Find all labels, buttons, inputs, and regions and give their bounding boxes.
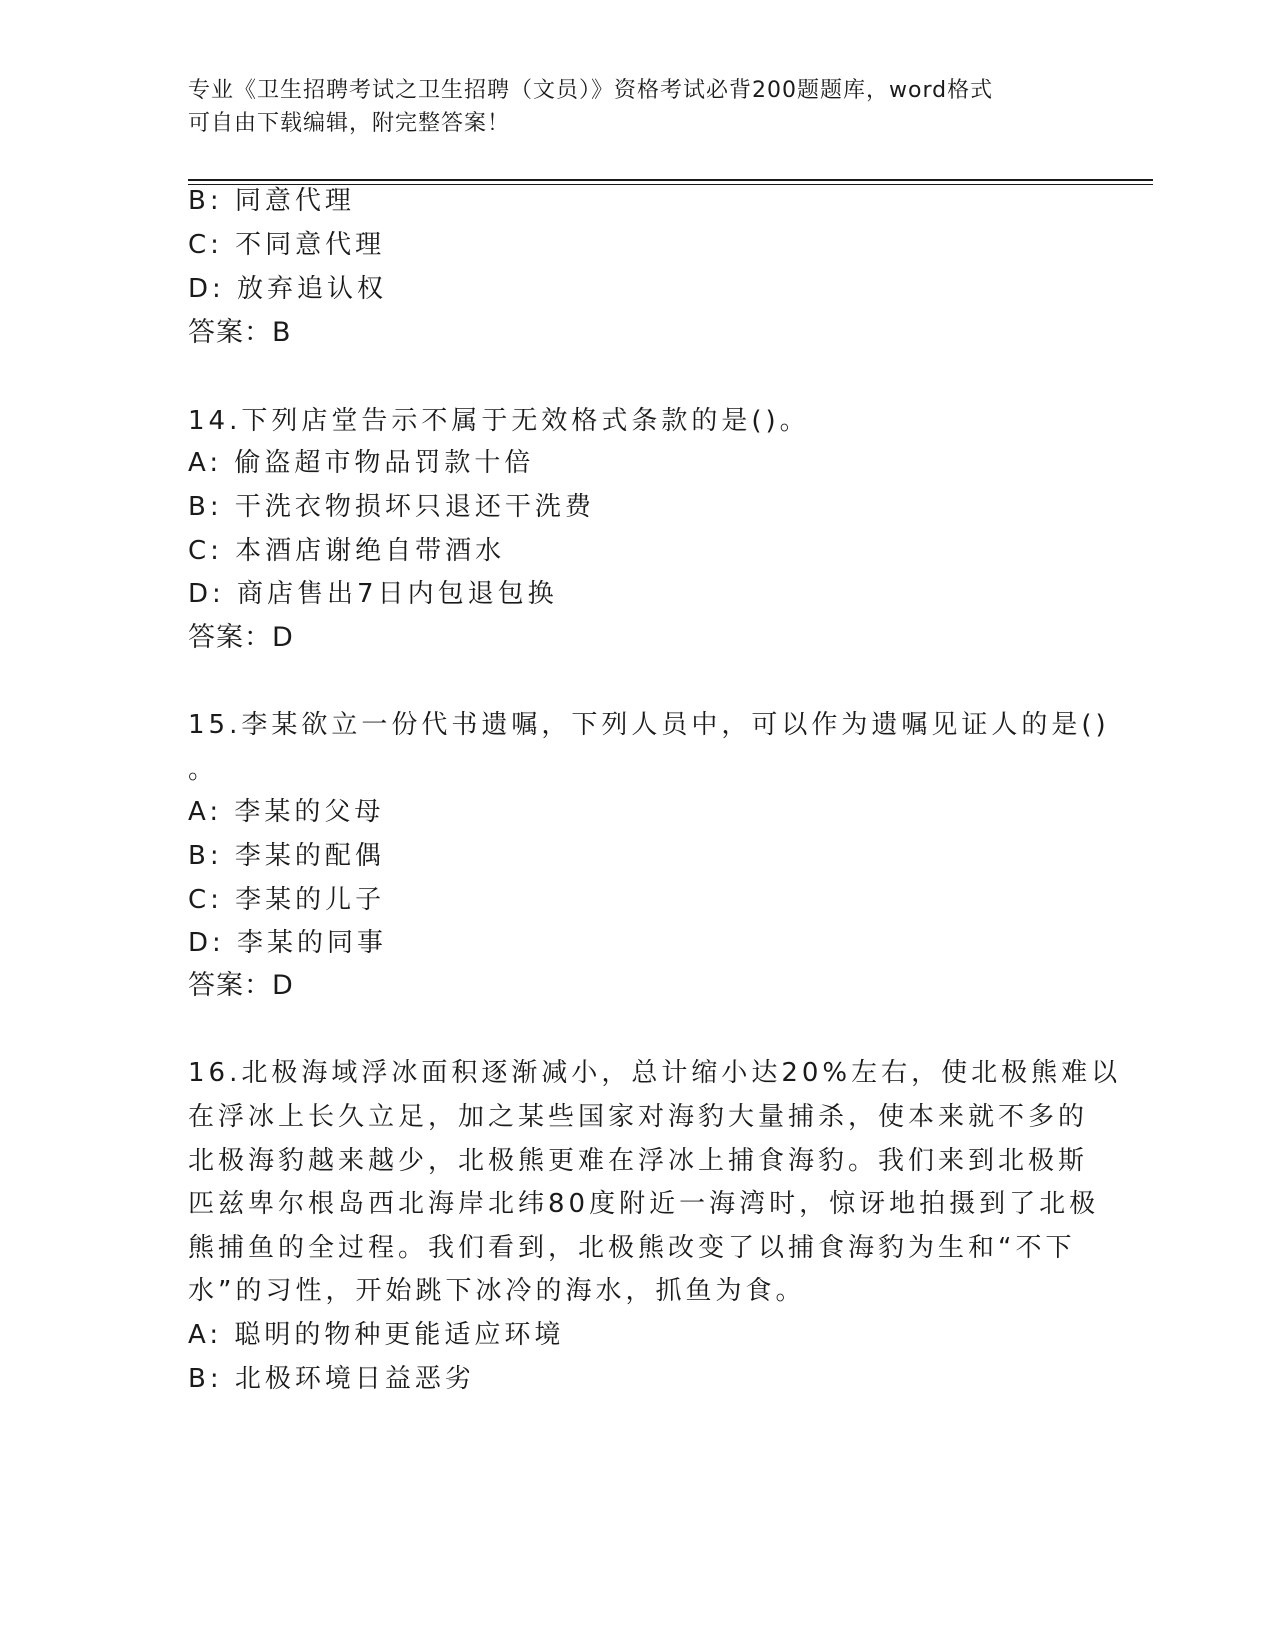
header-title-line-1: 专业《卫生招聘考试之卫生招聘（文员）》资格考试必背200题题库，word格式 (188, 78, 994, 103)
q16-option-b: B: 北极环境日益恶劣 (188, 1364, 475, 1394)
q15-question-line-1: 15.李某欲立一份代书遗嘱，下列人员中，可以作为遗嘱见证人的是() (188, 710, 1110, 740)
q16-question-line-2: 在浮冰上长久立足，加之某些国家对海豹大量捕杀，使本来就不多的 (188, 1102, 1089, 1132)
q14-question: 14.下列店堂告示不属于无效格式条款的是()。 (188, 406, 810, 436)
q13-option-c: C: 不同意代理 (188, 230, 386, 260)
q14-option-d: D: 商店售出7日内包退包换 (188, 579, 558, 609)
q16-question-line-4: 匹兹卑尔根岛西北海岸北纬80度附近一海湾时，惊讶地拍摄到了北极 (188, 1189, 1100, 1219)
q16-question-line-3: 北极海豹越来越少，北极熊更难在浮冰上捕食海豹。我们来到北极斯 (188, 1146, 1089, 1176)
q16-option-a: A: 聪明的物种更能适应环境 (188, 1320, 565, 1350)
q14-option-a: A: 偷盗超市物品罚款十倍 (188, 448, 535, 478)
q15-question-line-2: 。 (188, 755, 219, 785)
q13-answer: 答案：B (188, 317, 292, 348)
q14-option-c: C: 本酒店谢绝自带酒水 (188, 536, 506, 566)
q14-answer: 答案：D (188, 622, 294, 653)
q14-option-b: B: 干洗衣物损坏只退还干洗费 (188, 492, 595, 522)
q16-question-line-6: 水”的习性，开始跳下冰冷的海水，抓鱼为食。 (188, 1276, 806, 1306)
q15-option-d: D: 李某的同事 (188, 928, 388, 958)
q15-option-a: A: 李某的父母 (188, 797, 385, 827)
q16-question-line-1: 16.北极海域浮冰面积逐渐减小，总计缩小达20%左右，使北极熊难以 (188, 1058, 1122, 1088)
q16-question-line-5: 熊捕鱼的全过程。我们看到，北极熊改变了以捕食海豹为生和“不下 (188, 1233, 1076, 1263)
header-title-line-2: 可自由下载编辑，附完整答案！ (188, 111, 511, 136)
q13-option-b: B: 同意代理 (188, 186, 355, 216)
q15-option-b: B: 李某的配偶 (188, 841, 385, 871)
document-header (188, 74, 1088, 140)
q13-option-d: D: 放弃追认权 (188, 274, 388, 304)
q15-option-c: C: 李某的儿子 (188, 885, 386, 915)
q15-answer: 答案：D (188, 970, 294, 1001)
